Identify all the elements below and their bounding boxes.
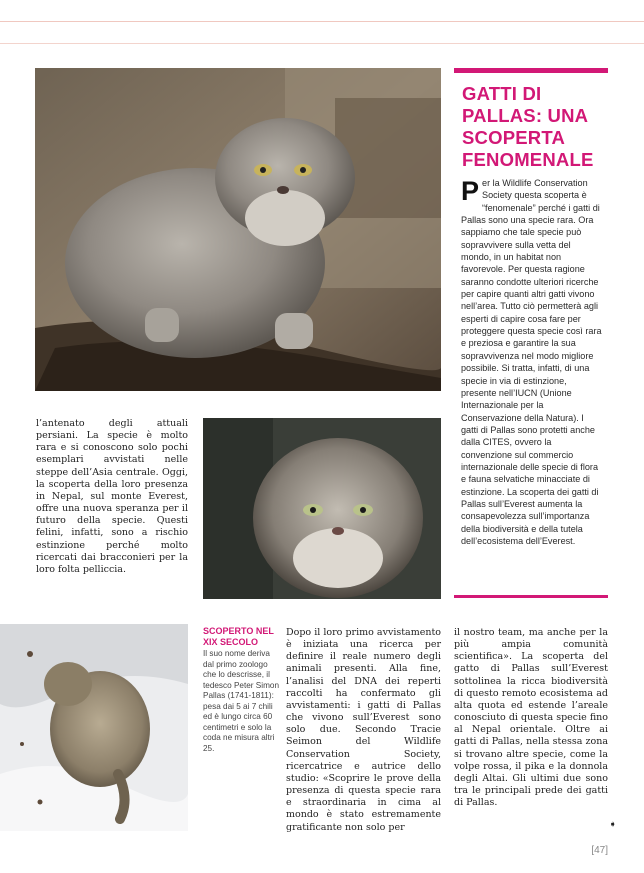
sidebar-dropcap: P: [461, 176, 480, 206]
snow-photo-pallas-cat: [0, 624, 188, 831]
caption-heading: SCOPERTO NEL XIX SECOLO: [203, 626, 274, 647]
article-left-column: l’antenato degli attuali persiani. La specie è molto rara e si conoscono solo pochi esemplari avvistati nelle steppe dell’Asia centrale. Oggi, la scoperta della loro presenza in Nepal, sul monte Everest, offre una nuova speranza per il futuro della specie. Questi felini, infatti, sono a rischio estinzione perché molto ricercati dai bracconieri per la loro folta pelliccia.: [36, 418, 188, 575]
sidebar-box: [454, 68, 608, 598]
sidebar-body: er la Wildlife Conservation Society questa scoperta è “fenomenale” perché i gatti di Pallas sono una specie rara. Ora sappiamo che tale specie può sopravvivere sulla vetta del mondo, in un habitat non favorevole. Per questa ragione saranno condotte ulteriori ricerche per capire quanti altri gatti vivono nell’area. Tutto ciò permetterà agli esperti di capire cosa fare per proteggere questa specie così rara e preziosa e garantire la sua sopravvivenza nel modo migliore possibile. Si tratta, infatti, di una specie in via di estinzione, presente nell’IUCN (Unione Internazionale per la Conservazione della Natura). I gatti di Pallas sono protetti anche dalla CITES, ovvero la convenzione sul commercio internazionale delle specie di flora e fauna selvatiche minacciate di estinzione. La scoperta dei gatti di Pallas sull’Everest aumenta la consapevolezza sull’importanza della biodiversità e della tutela dell’ecosistema dell’Everest.: [461, 178, 602, 546]
closeup-photo-pallas-cat: [203, 418, 441, 599]
sidebar-title: GATTI DI PALLAS: UNA SCOPERTA FENOMENALE: [462, 83, 594, 170]
main-photo-pallas-cat: [35, 68, 441, 391]
page-number: [47]: [591, 845, 608, 856]
article-right-column: il nostro team, ma anche per la più ampia comunità scientifica». La scoperta del gatto di Pallas sull’Everest sottolinea la ricca biodiversità di questo remoto ecosistema ad alta quota ed estende l’areale conosciuto di questa specie fino al Nepal orientale. Oltre ai gatti di Pallas, nella stessa zona si trovano altre specie, come la volpe rossa, il pika e la donnola degli Altai. Gli ultimi due sono tra le principali prede dei gatti di Pallas.: [454, 627, 608, 809]
continue-arrow-icon: ➧: [609, 820, 617, 830]
header-rule: [0, 21, 644, 22]
header-rule-secondary: [0, 43, 644, 44]
sidebar-text: [461, 177, 602, 547]
caption-body: Il suo nome deriva dal primo zoologo che lo descrisse, il tedesco Peter Simon Pallas (1741-1811): pesa dai 5 ai 7 chili ed è lungo circa 60 centimetri e solo la coda ne misura altri 25.: [203, 649, 280, 753]
article-middle-column: Dopo il loro primo avvistamento è iniziata una ricerca per definire il reale numero degli animali presenti. Alla fine, l’analisi del DNA dei reperti raccolti ha confermato gli avvistamenti: i gatti di Pallas che vivono sull’Everest sono solo due. Secondo Tracie Seimon del Wildlife Conservation Society, ricercatrice e autrice dello studio: «Scoprire le prove della presenza di questa specie rara e straordinaria in cima al mondo è stato estremamente gratificante non solo per: [286, 627, 441, 833]
